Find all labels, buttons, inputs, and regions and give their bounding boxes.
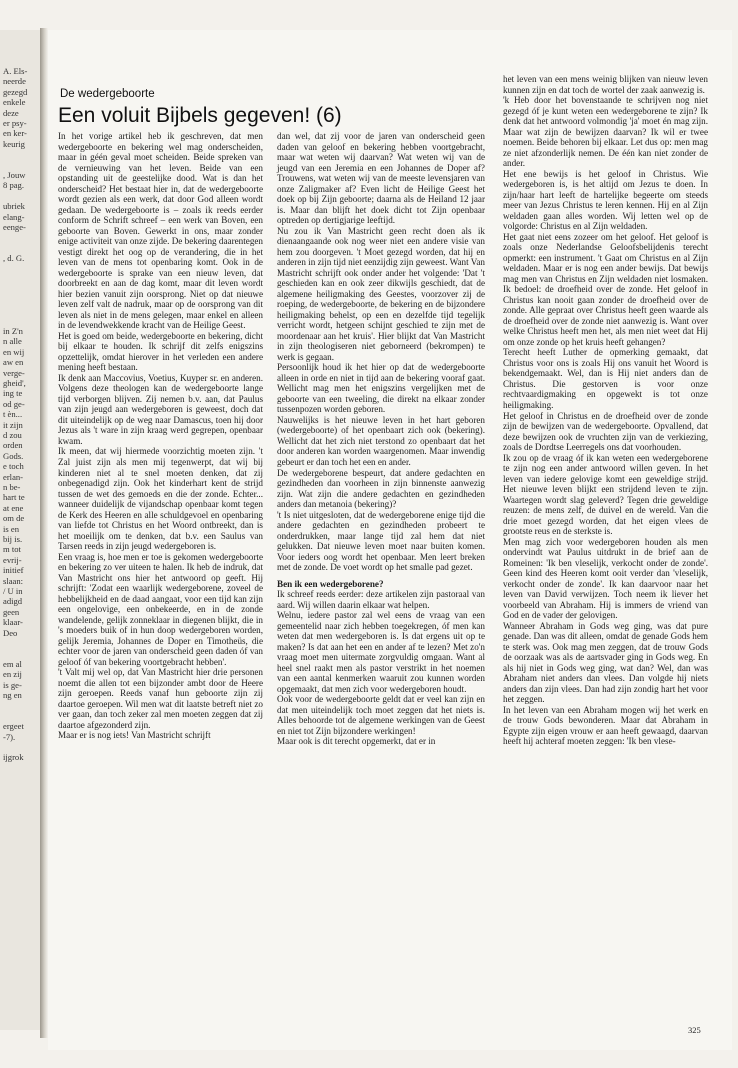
paragraph: Het geloof in Christus en de droefheid over de zonde zijn de bewijzen van de wedergeboorte. Opvallend, dat deze bewijzen ook de vruchten zijn van de verkiezing, zoals de Dordtse Leerregels ons dat voorhouden. [503,410,708,453]
prev-page-fragment: elang- [3,211,25,222]
prev-page-fragment: / U in [3,586,23,596]
prev-page-fragment: erlan- [3,471,24,482]
prev-page-fragment: in Z'n [3,326,23,336]
paragraph: Ik denk aan Maccovius, Voetius, Kuyper sr. en anderen. Volgens deze theologen kan de wedergeboorte lange tijd verborgen blijven. Zij nemen b.v. aan, dat Paulus van zijn jeugd aan wedergeboren is geweest, doch dat dit uiteindelijk op de weg naar Damascus, toen hij door Jezus als 't ware in zijn kraag werd gegrepen, openbaar kwam. [58,372,263,446]
paragraph: Maar er is nog iets! Van Mastricht schrijft [58,730,211,741]
prev-page-fragment: initief [3,565,24,576]
prev-page-fragment: d zou [3,430,22,440]
prev-page-fragment: eenge- [3,222,26,232]
prev-page-fragment: en ker- [3,128,27,139]
prev-page-fragment: is en [3,523,19,534]
prev-page-fragment: od ge- [3,398,25,409]
prev-page-fragment: bij is. [3,534,23,544]
prev-page-fragment: deze [3,107,19,118]
paragraph: Welnu, iedere pastor zal wel eens de vraag van een gemeentelid naar zich hebben toegekregen, óf men kan weten dat men wedergeboren is. Is dat ergens uit op te maken? Is dat aan het een en ander af te lezen? Met zo'n vraag moet men uitermate zorgvuldig omgaan. Want al heel snel raakt men als pastor verstrikt in het noemen van een aantal kenmerken waaruit zou kunnen worden opgemaakt, dat men zich voor wedergeboren houdt. [277,610,485,694]
page-number: 325 [688,1025,701,1035]
prev-page-fragment: n be- [3,482,21,492]
section-subheading: Ben ik een wedergeborene? [277,578,384,589]
prev-page-fragment: en zij [3,669,22,680]
paragraph: Het gaat niet eens zozeer om het geloof. Het geloof is zoals onze Nederlandse Geloofsbelijdenis terecht opmerkt: een instrument. 't Gaat om Christus en al Zijn weldaden. Maar er is nog een ander bewijs. Dat bewijs mag men van Christus en Zijn weldaden niet losmaken. Ik bedoel: de droefheid over de zonde. Het geloof in Christus kan nooit gaan zonder de droefheid over de zonde. Alle gepraat over Christus heeft geen waarde als de droefheid over de zonde niet aanwezig is. Want over welke Christus heeft men het, als men niet weet dat Hij om onze zonde op het kruis heeft gehangen? [503,231,708,347]
prev-page-fragment: hart te [3,492,25,503]
paragraph: In het leven van een Abraham mogen wij het werk en de trouw Gods bewonderen. Maar dat Abraham in Egypte zijn eigen vrouw er aan heeft gewaagd, daarvan heeft hij achteraf moeten zeggen: 'Ik ben vlese- [503,704,708,747]
prev-page-fragment: orden [3,440,23,451]
prev-page-fragment: evrij- [3,554,22,565]
prev-page-fragment: , d. G. [3,253,25,264]
prev-page-fragment: klaar- [3,617,23,628]
paragraph: het leven van een mens weinig blijken van nieuw leven kunnen zijn en dat toch de wortel der zaak aanwezig is. [503,74,708,95]
prev-page-fragment: er psy- [3,118,27,128]
column-3 [503,74,708,747]
article-kicker: De wedergeboorte [60,88,155,100]
prev-page-fragment: verge- [3,367,25,378]
prev-page-fragment: em al [3,658,22,669]
prev-page-fragment: neerde [3,76,26,87]
paragraph: In het vorige artikel heb ik geschreven, dat men wedergeboorte en bekering wel mag onderscheiden, maar in géén geval moet scheiden. Beide spreken van de vernieuwing van het leven. Beide van een opstanding uit de geestelijke dood. Wat is dan het onderscheid? Het bestaat hier in, dat de wedergeboorte wordt gezien als een werk, dat door God alleen wordt gedaan. De wedergeboorte is – zoals ik reeds eerder conform de Schrift schreef – een werk van Boven, een geboorte van Boven. Gewerkt in ons, maar zonder enige activiteit van onze zijde. De bekering daarentegen vestigt direkt het oog op de verandering, die in het leven van de mens tot openbaring komt. Ook in de wedergeboorte is sprake van een nieuw leven, dat doorbreekt en aan de dag komt, maar dit leven wordt hier bezien vanuit zijn oorsprong. Niet op dat nieuwe leven zelf valt de nadruk, maar op de oorsprong van dit leven als niet in de mens gelegen, maar enkel en alleen in de levendwekkende kracht van de Heilige Geest. [58,131,263,331]
prev-page-fragment: ijgrok [3,752,24,763]
prev-page-fragment: n alle [3,336,22,347]
paragraph: Het is goed om beide, wedergeboorte en bekering, dicht bij elkaar te houden. Ik schrijf dit zelfs enigszins opzettelijk, omdat hierover in het verleden een andere mening heeft bestaan. [58,330,263,373]
prev-page-fragment: Deo [3,627,18,638]
book-spine-shadow [40,28,48,1038]
paragraph: 't Valt mij wel op, dat Van Mastricht hier drie personen noemt die allen tot een bijzonder ambt door de Heere zijn geroepen. Reeds vanaf hun geboorte zijn zij daartoe geroepen. Wil men wat dit laatste betreft niet zo ver gaan, dan toch zeker zal men moeten zeggen dat zij daartoe afgezonderd zijn. [58,667,263,730]
prev-page-fragment: ergeet [3,721,24,732]
prev-page-fragment: A. Els- [3,66,28,76]
prev-page-fragment: -7). [3,731,16,742]
paragraph: De wedergeborene bespeurt, dat andere gedachten en gezindheden dan voorheen in zijn binnenste aanwezig zijn. Wat zijn die andere gedachten en gezindheden anders dan metanoia (bekering)? [277,467,485,510]
column-2 [277,131,485,747]
prev-page-fragment: , Jouw [3,170,26,180]
prev-page-fragment: gezegd [3,86,28,97]
prev-page-fragment: ng en [3,690,22,700]
prev-page-fragment: is ge- [3,679,22,690]
prev-page-fragment: t èn... [3,409,23,420]
paragraph: Persoonlijk houd ik het hier op dat de wedergeboorte alleen in orde en niet in tijd aan de bekering vooraf gaat. Wellicht mag men het enigszins vergelijken met de geboorte van een tweeling, die direkt na elkaar zonder tussenpozen worden geboren. [277,362,485,415]
prev-page-fragment: geen [3,606,20,617]
paragraph: 't Is niet uitgesloten, dat de wedergeborene enige tijd die andere gedachten en gezindheden probeert te onderdrukken, maar lange tijd zal hem dat niet gelukken. Dat nieuwe leven moet naar buiten komen. Voor ieders oog wordt het openbaar. Men leert breken met de zonde. De voet wordt op het smalle pad gezet. [277,509,485,573]
prev-page-fragment: e toch [3,461,24,472]
prev-page-fragment: en wij [3,346,25,357]
prev-page-fragment: Gods. [3,450,24,461]
prev-page-fragment: gheid', [3,378,26,388]
paragraph: Ik zou op de vraag óf ik kan weten een wedergeborene te zijn nog een ander antwoord willen geven. In het leven van iedere gelovige komt een geweldige strijd. Het nieuwe leven blijkt een strijdend leven te zijn. Waartegen wordt slag geleverd? Tegen drie geweldige reuzen: de mens zelf, de duivel en de wereld. Van die drie moet gezegd worden, dat het eigen vlees de grootste reus en de sterkste is. [503,452,708,537]
prev-page-fragment: 8 pag. [3,180,25,191]
prev-page-fragment: slaan: [3,575,24,586]
previous-page-edge [0,30,43,1030]
prev-page-fragment: ing te [3,388,23,399]
paragraph: Men mag zich voor wedergeboren houden als men ondervindt wat Paulus uitdrukt in de brief aan de Romeinen: 'Ik ben vleselijk, verkocht onder de zonde'. Geen kind des Heeren komt ooit verder dan 'vleselijk, verkocht onder de zonde'. Ik kan daarvoor naar het leven van David verwijzen. Toch neem ik liever het voorbeeld van Abraham. Hij is immers de vriend van God en de vader der gelovigen. [503,536,708,621]
paragraph: Een vraag is, hoe men er toe is gekomen wedergeboorte en bekering zo ver uiteen te halen. Ik heb de indruk, dat Van Mastricht ons hier het antwoord op geeft. Hij schrijft: 'Zodat een waarlijk wedergeborene, zoveel de hebbelijkheid en de daad aangaat, voor een tijd kan zijn een ongelovige, een onbekeerde, en in de zonde wandelende, gelijk zonneklaar in diegenen blijkt, die in 's moeders buik of in hun doop wedergeboren worden, gelijk Jeremia, Johannes de Doper en Timotheüs, die echter voor de jaren van onderscheid geen daden óf van geloof óf van bekering voortgebracht hebben'. [58,551,263,667]
paragraph: Maar ook is dit terecht opgemerkt, dat er in [277,736,436,747]
prev-page-fragment: at ene [3,502,24,513]
article-title: Een voluit Bijbels gegeven! (6) [58,104,342,127]
prev-page-fragment: enkele [3,97,26,108]
paragraph: dan wel, dat zij voor de jaren van onderscheid geen daden van geloof en bekering hebben voortgebracht, maar wat weten wij daarvan? Wat weten wij van de jeugd van een Jeremia en een Johannes de Doper af? Trouwens, wat weten wij van de meeste levensjaren van onze Zaligmaker af? Even licht de Heilige Geest het doek op bij Zijn geboorte; daarna als de Heiland 12 jaar is. Maar dan blijft het doek dicht tot Zijn openbaar optreden op dertigjarige leeftijd. [277,131,485,226]
prev-page-fragment: ubriek [3,201,25,212]
column-1 [58,131,263,741]
paragraph: Ik schreef reeds eerder: deze artikelen zijn pastoraal van aard. Wij willen daarin elkaar wat helpen. [277,589,485,610]
prev-page-fragment: aw en [3,357,24,368]
prev-page-fragment: it zijn [3,419,23,430]
prev-page-fragment: m tot [3,544,21,555]
paragraph: Ik meen, dat wij hiermede voorzichtig moeten zijn. 't Zal juist zijn als men mij tegenwerpt, dat wij bij kinderen niet al te snel moeten denken, dat zij onbegenadigd zijn. Ook het kinderhart kent de strijd tussen de wet des gemoeds en die der zonde. Echter... wanneer duidelijk de vijandschap openbaar komt tegen de Kerk des Heeren en alle schuldgevoel en openbaring van liefde tot Christus en het Woord ontbreekt, dan is het moeilijk om te denken, dat b.v. een Saulus van Tarsen reeds in zijn jeugd wedergeboren is. [58,446,263,552]
paragraph: Wanneer Abraham in Gods weg ging, was dat pure genade. Dan was dit alleen, omdat de genade Gods hem te sterk was. Ook mag men zeggen, dat de trouw Gods de oorzaak was als de aartsvader ging in Gods weg. En als hij niet in Gods weg ging, wat dan? Wel, dan was Abraham niet anders dan vlees. Dan volgde hij niets anders dan zijn vlees. Dan had zijn zondig hart het voor het zeggen. [503,620,708,705]
prev-page-fragment: om de [3,513,25,524]
paragraph: Het ene bewijs is het geloof in Christus. Wie wedergeboren is, is het altijd om Jezus te doen. In zijn/haar hart leeft de hartelijke begeerte om steeds meer van Jezus Christus te leren kennen. Hij en al Zijn weldaden gaan alles worden. Wij letten wel op de volgorde: Christus en al Zijn weldaden. [503,168,708,232]
paragraph: Terecht heeft Luther de opmerking gemaakt, dat Christus voor ons is zoals Hij ons vanuit het Woord is bekendgemaakt. Wel, dan is Hij niet anders dan de Christus. Die gestorven is voor onze rechtvaardigmaking en opgewekt is tot onze heiligmaking. [503,347,708,410]
prev-page-fragment: keurig [3,138,25,149]
prev-page-fragment: adigd [3,596,23,607]
paragraph: Nu zou ik Van Mastricht geen recht doen als ik dienaangaande ook nog weer niet een andere visie van hem zou doorgeven. 't Moet gezegd worden, dat hij en anderen in zijn tijd niet eenzijdig zijn geweest. Want Van Mastricht schrijft ook onder ander het volgende: 'Dat 't geschieden kan en ook zeer dikwijls geschiedt, dat de algemene heiligmaking des Geestes, voorzover zij de roeping, de wedergeboorte, de bekering en de bijzondere heiligmaking behelst, op een en dezelfde tijd tegelijk verricht wordt, hetgeen schijnt geschied te zijn met de moordenaar aan het kruis'. Hier blijkt dat Van Mastricht in zijn theologiseren niet geborneerd (bekrompen) te werk is gegaan. [277,225,485,362]
paragraph: Nauwelijks is het nieuwe leven in het hart geboren (wedergeboorte) of het openbaart zich ook (bekering). Wellicht dat het zich niet terstond zo openbaart dat het door anderen kan worden waargenomen. Maar inwendig gebeurt er dan toch het een en ander. [277,414,485,467]
paragraph: Ook voor de wedergeboorte geldt dat er veel kan zijn en dat men uiteindelijk toch moet zeggen dat het niets is. Alles behoorde tot de algemene werkingen van de Geest en niet tot Zijn bijzondere werkingen! [277,694,485,736]
paragraph: 'k Heb door het bovenstaande te schrijven nog niet gezegd óf je kunt weten een wedergeborene te zijn? Ik denk dat het antwoord volmondig 'ja' moet én mag zijn. Maar wat zijn de bewijzen daarvan? Ik wil er twee noemen. Beide behoren bij elkaar. Let dus op: men mag ze niet afzonderlijk nemen. De één kan niet zonder de ander. [503,95,708,169]
